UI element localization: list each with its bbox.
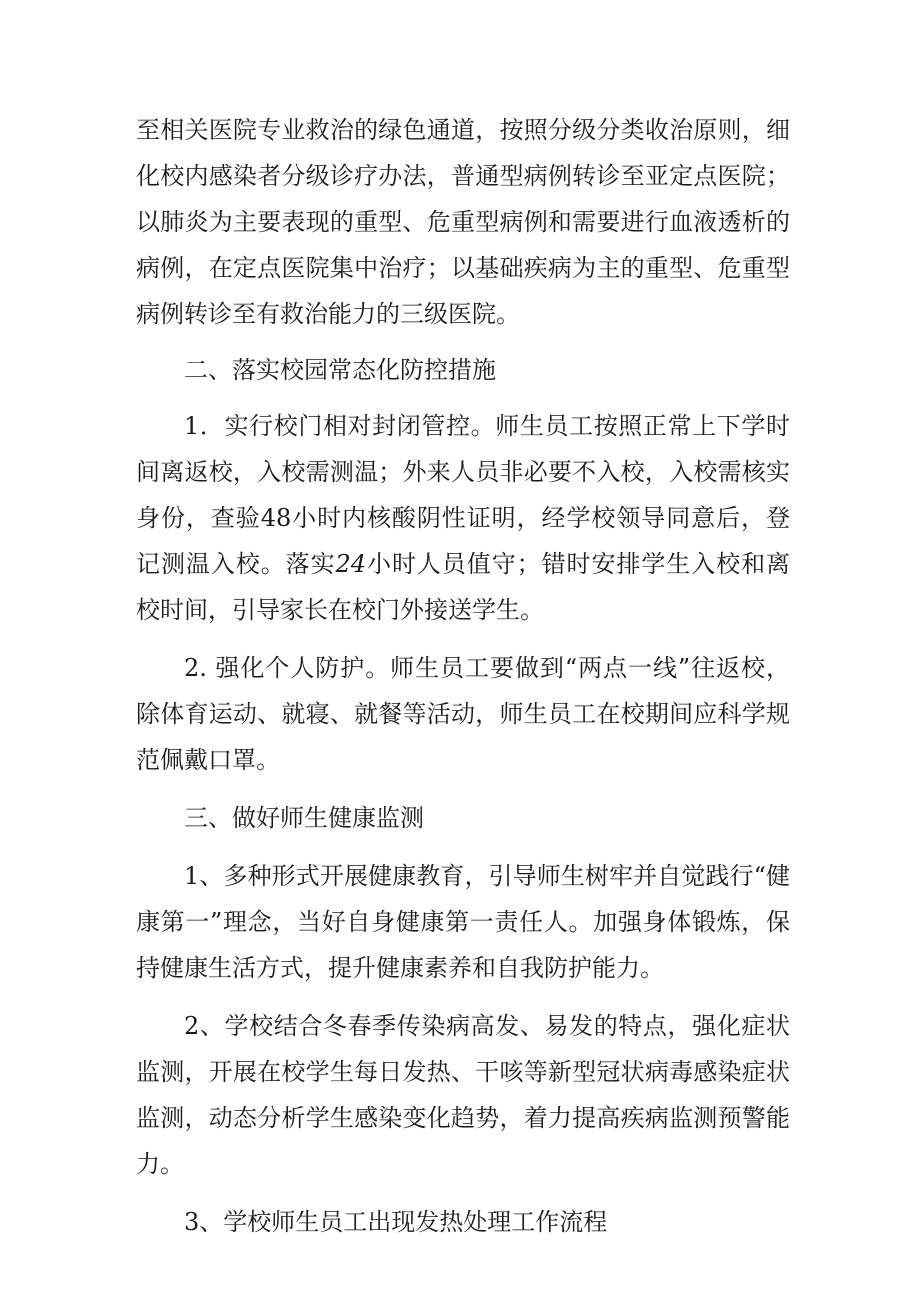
paragraph-campus-gate-control-text-end: 小时人员值守；错时安排学生入校和离校时间，引导家长在校门外接送学生。 xyxy=(136,550,791,624)
section-heading-campus-prevention: 二、落实校园常态化防控措施 xyxy=(184,356,496,384)
paragraph-campus-gate-control-text: 1．实行校门相对封闭管控。师生员工按照正常上下学时间离返校，入校需测温；外来人员非必要不入校，入校需核实身份，查验48小时内核酸阴性证明，经学校领导同意后，登记测温入校。落实 xyxy=(136,412,790,578)
paragraph-health-education: 1、多种形式开展健康教育，引导师生树牢并自觉践行“健康第一”理念，当好自身健康第一责任人。加强身体锻炼，保持健康生活方式，提升健康素养和自我防护能力。 xyxy=(136,862,790,982)
paragraph-symptom-monitoring: 2、学校结合冬春季传染病高发、易发的特点，强化症状监测，开展在校学生每日发热、干咳等新型冠状病毒感染症状监测，动态分析学生感染变化趋势，着力提高疾病监测预警能力。 xyxy=(136,1012,790,1178)
hours-number-italic: 24 xyxy=(335,550,367,578)
paragraph-fever-workflow: 3、学校师生员工出现发热处理工作流程 xyxy=(184,1208,608,1236)
paragraph-campus-gate-control xyxy=(136,403,790,633)
document-body xyxy=(136,107,790,1245)
paragraph-medical-treatment: 至相关医院专业救治的绿色通道，按照分级分类收治原则，细化校内感染者分级诊疗办法，普通型病例转诊至亚定点医院；以肺炎为主要表现的重型、危重型病例和需要进行血液透析的病例，在定点医院集中治疗；以基础疾病为主的重型、危重型病例转诊至有救治能力的三级医院。 xyxy=(136,116,790,328)
paragraph-personal-protection: 2. 强化个人防护。师生员工要做到“两点一线”往返校，除体育运动、就寝、就餐等活动，师生员工在校期间应科学规范佩戴口罩。 xyxy=(136,654,790,774)
section-heading-health-monitoring: 三、做好师生健康监测 xyxy=(184,804,424,832)
